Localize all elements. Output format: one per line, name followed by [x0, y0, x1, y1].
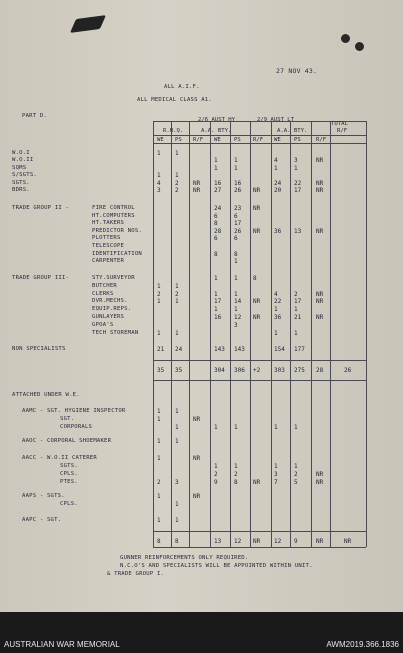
cell-value: NR: [193, 416, 201, 423]
vertical-rule: [171, 121, 172, 547]
cell-value: 36: [274, 227, 282, 235]
cell-value: 1: [234, 306, 238, 314]
cell-value: 1: [175, 408, 179, 415]
cell-value: 1: [157, 298, 161, 306]
cell-value: 8: [234, 479, 238, 486]
cell-value: 27: [214, 187, 222, 194]
cell-value: 1: [294, 306, 298, 314]
cell-value: 3: [157, 187, 161, 194]
cell-value: 143: [214, 346, 225, 353]
row-label: AAOC - CORPORAL SHOEMAKER: [22, 438, 112, 444]
attached-total-rule: [153, 531, 366, 532]
cell-value: 1: [175, 424, 179, 431]
subtotal-value: 306: [234, 367, 245, 374]
cell-value: 177: [294, 346, 305, 353]
header-rule: [153, 143, 366, 144]
col-header: PS: [175, 137, 182, 143]
attached-total-value: 8: [157, 538, 161, 545]
cell-value: NR: [316, 290, 324, 298]
cell-value: 12: [234, 314, 242, 321]
cell-value: 9: [214, 479, 218, 486]
cell-value: 1: [157, 455, 161, 462]
subtotal-value: 35: [175, 367, 183, 374]
cell-value: 26: [234, 187, 242, 194]
col-header: WE: [214, 137, 221, 143]
cell-value: 6: [234, 235, 238, 243]
row-label: SQMS: [12, 164, 27, 171]
row-label: HT.TAKERS: [92, 220, 125, 227]
cell-value: 2: [175, 179, 179, 187]
cell-value: 1: [274, 463, 278, 470]
row-label: AAMC - SGT. HYGIENE INSPECTOR: [22, 408, 126, 414]
row-label: GUNLAYERS: [92, 314, 125, 320]
row-label: BUTCHER: [92, 282, 117, 289]
row-label: W.O.II: [12, 157, 34, 164]
vertical-rule: [290, 121, 291, 547]
row-label: CPLS.: [60, 501, 78, 507]
cell-value: NR: [253, 205, 261, 212]
cell-value: 1: [214, 157, 218, 165]
cell-value: NR: [253, 227, 261, 235]
col-group2-title: 2/9 AUST LT: [257, 117, 295, 123]
cell-value: 23: [234, 205, 242, 212]
row-label: CPLS.: [60, 471, 78, 477]
col-header: R/F: [193, 137, 204, 143]
vertical-rule: [311, 121, 312, 547]
cell-value: 1: [274, 329, 278, 337]
col-rhq: R.H.Q.: [163, 128, 184, 134]
row-label: NON SPECIALISTS: [12, 346, 66, 352]
cell-value: 7: [274, 479, 278, 486]
cell-value: 1: [157, 172, 161, 180]
row-label: CORPORALS: [60, 424, 93, 430]
paper-clip-mark: [70, 15, 106, 33]
subtotal-value: 275: [294, 367, 305, 374]
row-label: SGTS.: [60, 463, 78, 469]
vertical-rule: [189, 121, 190, 547]
cell-value: 17: [294, 298, 302, 306]
trade-group-3-prefix: TRADE GROUP III-: [12, 275, 70, 281]
cell-value: 1: [294, 463, 298, 470]
attached-total-value: NR: [253, 538, 261, 545]
cell-value: 1: [214, 275, 218, 282]
cell-value: 26: [234, 227, 242, 235]
attached-total-value: NR: [316, 538, 324, 545]
cell-value: NR: [316, 298, 324, 306]
row-label: SGTS.: [12, 179, 30, 186]
cell-value: 1: [157, 493, 161, 500]
col-header: PS: [234, 137, 241, 143]
subtotal-value: 28: [316, 367, 324, 374]
row-label: PTES.: [60, 479, 78, 485]
cell-value: NR: [253, 298, 261, 306]
col-header: WE: [274, 137, 281, 143]
note-line-1: GUNNER REINFORCEMENTS ONLY REQUIRED.: [120, 555, 249, 561]
cell-value: 1: [234, 157, 238, 165]
cell-value: 3: [274, 471, 278, 478]
cell-value: 16: [214, 314, 222, 321]
attached-total-total: NR: [344, 538, 352, 545]
vertical-rule: [250, 121, 251, 547]
subtotal-value: 303: [274, 367, 285, 374]
row-label: AAPS - SGTS.: [22, 493, 65, 499]
attached-total-value: 12: [234, 538, 242, 545]
cell-value: 22: [294, 179, 302, 187]
col-header: R/F: [316, 137, 327, 143]
row-label: IDENTIFICATION: [92, 250, 142, 257]
row-label: EQUIP.REPS.: [92, 306, 132, 313]
cell-value: 1: [175, 517, 179, 524]
cell-value: 1: [234, 275, 238, 282]
note-line-2: N.C.O'S AND SPECIALISTS WILL BE APPOINTED WITHIN UNIT.: [120, 563, 313, 569]
cell-value: 1: [234, 258, 238, 266]
col-group1-bty: A.A. BTY.: [201, 128, 232, 134]
cell-value: 2: [157, 290, 161, 298]
cell-value: NR: [316, 187, 324, 194]
cell-value: 1: [157, 408, 161, 415]
cell-value: 17: [294, 187, 302, 194]
header-rule: [153, 135, 366, 136]
cell-value: NR: [316, 179, 324, 187]
row-label: STY.SURVEYOR: [92, 275, 135, 281]
row-label: DVR.MECHS.: [92, 298, 128, 305]
col-header: PS: [294, 137, 301, 143]
cell-value: 1: [294, 164, 298, 172]
cell-value: 6: [234, 212, 238, 220]
subtotal-value: +2: [253, 367, 261, 374]
cell-value: NR: [316, 227, 324, 235]
subtotal-rule: [153, 380, 366, 381]
cell-value: 4: [274, 157, 278, 165]
cell-value: 1: [157, 438, 161, 445]
cell-value: 8: [253, 275, 257, 282]
cell-value: 1: [234, 290, 238, 298]
subtotal-total: 26: [344, 367, 352, 374]
cell-value: 1: [157, 416, 161, 423]
note-line-3: & TRADE GROUP I.: [107, 571, 165, 577]
vertical-rule: [230, 121, 231, 547]
col-total-rf: R/F: [337, 128, 348, 134]
part-heading: PART D.: [22, 113, 47, 119]
cell-value: 3: [175, 479, 179, 486]
cell-value: 1: [234, 164, 238, 172]
cell-value: 1: [157, 282, 161, 290]
cell-value: 24: [214, 205, 222, 212]
cell-value: 1: [175, 150, 179, 157]
cell-value: NR: [316, 157, 324, 165]
punch-hole: [355, 42, 364, 51]
row-label: CARPENTER: [92, 258, 125, 265]
attached-total-rule: [153, 547, 366, 548]
col-total-title: TOTAL: [331, 121, 348, 127]
cell-value: 8: [214, 250, 218, 258]
cell-value: NR: [316, 314, 324, 321]
cell-value: 4: [274, 290, 278, 298]
row-label: FIRE CONTROL: [92, 205, 135, 211]
cell-value: NR: [316, 471, 324, 478]
cell-value: 1: [175, 329, 179, 337]
attached-total-value: 12: [274, 538, 282, 545]
cell-value: 1: [214, 463, 218, 470]
cell-value: NR: [253, 479, 261, 486]
cell-value: 17: [214, 298, 222, 306]
cell-value: 1: [274, 306, 278, 314]
cell-value: NR: [193, 455, 201, 462]
attached-heading: ATTACHED UNDER W.E.: [12, 392, 80, 398]
cell-value: 2: [294, 471, 298, 478]
medical-class-heading: ALL MEDICAL CLASS A1.: [137, 97, 212, 103]
row-label: S/SGTS.: [12, 172, 37, 179]
cell-value: 28: [214, 227, 222, 235]
cell-value: 1: [175, 282, 179, 290]
cell-value: 143: [234, 346, 245, 353]
cell-value: NR: [253, 187, 261, 194]
cell-value: 1: [157, 329, 161, 337]
cell-value: 1: [214, 424, 218, 431]
subtotal-rule: [153, 360, 366, 361]
footer-ref: AWM2019.366.1836: [326, 640, 399, 649]
cell-value: NR: [253, 314, 261, 321]
cell-value: 1: [157, 517, 161, 524]
col-header: R/F: [253, 137, 264, 143]
cell-value: NR: [316, 479, 324, 486]
cell-value: 6: [214, 212, 218, 220]
cell-value: 5: [294, 479, 298, 486]
cell-value: NR: [193, 493, 201, 500]
row-label: TECH STOREMAN: [92, 329, 139, 336]
row-label: TELESCOPE: [92, 243, 125, 249]
cell-value: 2: [214, 471, 218, 478]
cell-value: 1: [157, 150, 161, 157]
cell-value: 2: [175, 290, 179, 298]
row-label: PLOTTERS: [92, 235, 121, 242]
cell-value: 36: [274, 314, 282, 321]
cell-value: NR: [193, 179, 201, 187]
cell-value: 24: [175, 346, 183, 353]
cell-value: 1: [214, 290, 218, 298]
vertical-rule: [271, 121, 272, 547]
cell-value: 1: [274, 424, 278, 431]
col-header: WE: [157, 137, 164, 143]
footer-source: AUSTRALIAN WAR MEMORIAL: [4, 640, 120, 649]
subtotal-value: 304: [214, 367, 225, 374]
cell-value: 1: [234, 463, 238, 470]
cell-value: 1: [175, 172, 179, 180]
cell-value: 3: [234, 321, 238, 329]
row-label: W.O.I: [12, 150, 30, 156]
cell-value: 14: [234, 298, 242, 306]
punch-hole: [341, 34, 350, 43]
cell-value: 8: [234, 250, 238, 258]
cell-value: 1: [294, 424, 298, 431]
attached-total-value: 9: [294, 538, 298, 545]
row-label: PREDICTOR NOS.: [92, 227, 142, 234]
col-group2-bty: A.A. BTY.: [277, 128, 308, 134]
row-label: SGT.: [60, 416, 75, 422]
cell-value: 2: [234, 471, 238, 478]
cell-value: 1: [294, 329, 298, 337]
row-label: AACC - W.O.II CATERER: [22, 455, 97, 461]
cell-value: 3: [294, 157, 298, 165]
row-label: HT.COMPUTERS: [92, 212, 135, 219]
vertical-rule: [210, 121, 211, 547]
cell-value: 20: [274, 187, 282, 194]
row-label: GPOA'S: [92, 321, 114, 328]
cell-value: 17: [234, 220, 242, 228]
unit-heading: ALL A.I.F.: [164, 84, 200, 90]
document-date: 27 NOV 43.: [276, 67, 318, 75]
cell-value: 1: [274, 164, 278, 172]
cell-value: 1: [234, 424, 238, 431]
trade-group-2-prefix: TRADE GROUP II -: [12, 205, 70, 211]
cell-value: 21: [157, 346, 165, 353]
vertical-rule: [330, 121, 331, 547]
cell-value: 2: [294, 290, 298, 298]
row-label: CLERKS: [92, 290, 114, 297]
cell-value: 2: [175, 187, 179, 194]
cell-value: 16: [234, 179, 242, 187]
cell-value: 1: [175, 298, 179, 306]
cell-value: 21: [294, 314, 302, 321]
row-label: AAPC - SGT.: [22, 517, 62, 523]
cell-value: 8: [214, 220, 218, 228]
cell-value: 1: [214, 306, 218, 314]
attached-total-value: 13: [214, 538, 222, 545]
attached-total-value: 8: [175, 538, 179, 545]
vertical-rule: [153, 121, 154, 547]
cell-value: 22: [274, 298, 282, 306]
cell-value: 1: [175, 501, 179, 508]
cell-value: 24: [274, 179, 282, 187]
row-label: BDRS.: [12, 187, 30, 193]
col-group1-title: 2/6 AUST HY: [198, 117, 236, 123]
cell-value: 2: [157, 479, 161, 486]
cell-value: 6: [214, 235, 218, 243]
subtotal-value: 35: [157, 367, 165, 374]
cell-value: 13: [294, 227, 302, 235]
cell-value: 154: [274, 346, 285, 353]
cell-value: NR: [193, 187, 201, 194]
vertical-rule: [366, 121, 367, 547]
cell-value: 1: [175, 438, 179, 445]
cell-value: 4: [157, 179, 161, 187]
footer-bar: [0, 612, 403, 653]
cell-value: 1: [214, 164, 218, 172]
cell-value: 16: [214, 179, 222, 187]
